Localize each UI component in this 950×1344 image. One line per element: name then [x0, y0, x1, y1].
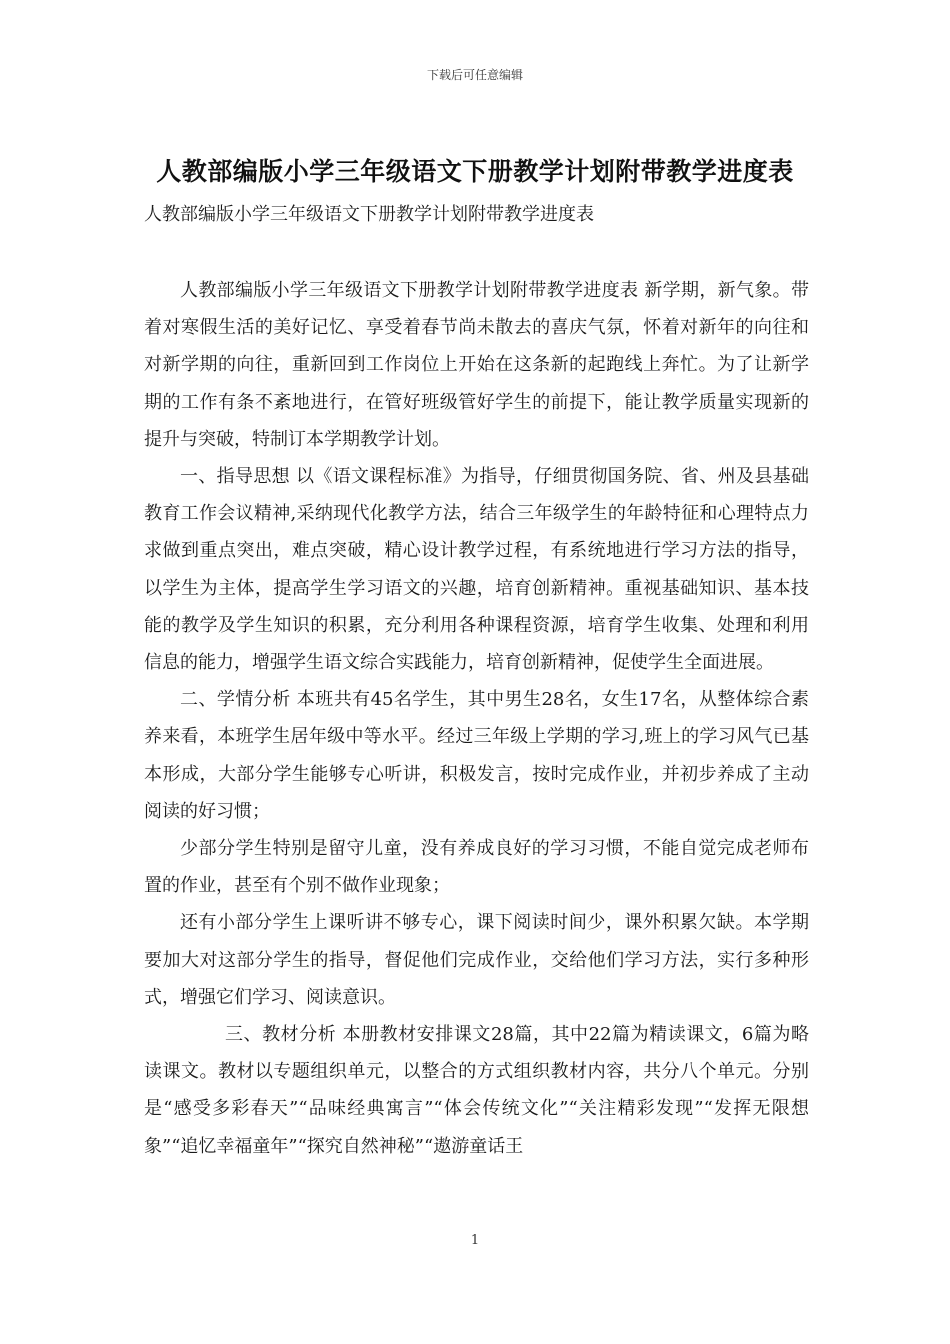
document-title: 人教部编版小学三年级语文下册教学计划附带教学进度表: [156, 157, 794, 186]
paragraph-guiding-ideology: 一、指导思想 以《语文课程标准》为指导，仔细贯彻国务院、省、州及县基础教育工作会议精神,采纳现代化教学方法，结合三年级学生的年龄特征和心理特点力求做到重点突出，难点突破，精心设计教学过程，有系统地进行学习方法的指导，以学生为主体，提高学生学习语文的兴趣，培育创新精神。重视基础知识、基本技能的教学及学生知识的积累，充分利用各种课程资源，培育学生收集、处理和利用信息的能力，增强学生语文综合实践能力，培育创新精神，促使学生全面进展。: [144, 466, 809, 674]
header-note: 下载后可任意编辑: [426, 68, 523, 82]
paragraph-intro: 人教部编版小学三年级语文下册教学计划附带教学进度表 新学期，新气象。带着对寒假生活的美好记忆、享受着春节尚未散去的喜庆气氛，怀着对新年的向往和对新学期的向往，重新回到工作岗位上开始在这条新的起跑线上奔忙。为了让新学期的工作有条不紊地进行，在管好班级管好学生的前提下，能让教学质量实现新的提升与突破，特制订本学期教学计划。: [144, 280, 809, 450]
document-body: [144, 272, 809, 1165]
paragraph-textbook-analysis: 三、教材分析 本册教材安排课文28篇，其中22篇为精读课文，6篇为略读课文。教材以专题组织单元，以整合的方式组织教材内容，共分八个单元。分别是“感受多彩春天”“品味经典寓言”“体会传统文化”“关注精彩发现”“发挥无限想象”“追忆幸福童年”“探究自然神秘”“遨游童话王: [144, 1024, 809, 1157]
paragraph-left-behind-students: 少部分学生特别是留守儿童，没有养成良好的学习习惯，不能自觉完成老师布置的作业，甚至有个别不做作业现象；: [144, 838, 809, 897]
paragraph-inattentive-students: 还有小部分学生上课听讲不够专心，课下阅读时间少，课外积累欠缺。本学期要加大对这部分学生的指导，督促他们完成作业，交给他们学习方法，实行多种形式，增强它们学习、阅读意识。: [144, 912, 809, 1008]
document-subtitle: 人教部编版小学三年级语文下册教学计划附带教学进度表: [144, 204, 594, 225]
page-number: 1: [470, 1233, 480, 1248]
paragraph-student-analysis: 二、学情分析 本班共有45名学生，其中男生28名，女生17名，从整体综合素养来看，本班学生居年级中等水平。经过三年级上学期的学习,班上的学习风气已基本形成，大部分学生能够专心听讲，积极发言，按时完成作业，并初步养成了主动阅读的好习惯；: [144, 689, 809, 822]
